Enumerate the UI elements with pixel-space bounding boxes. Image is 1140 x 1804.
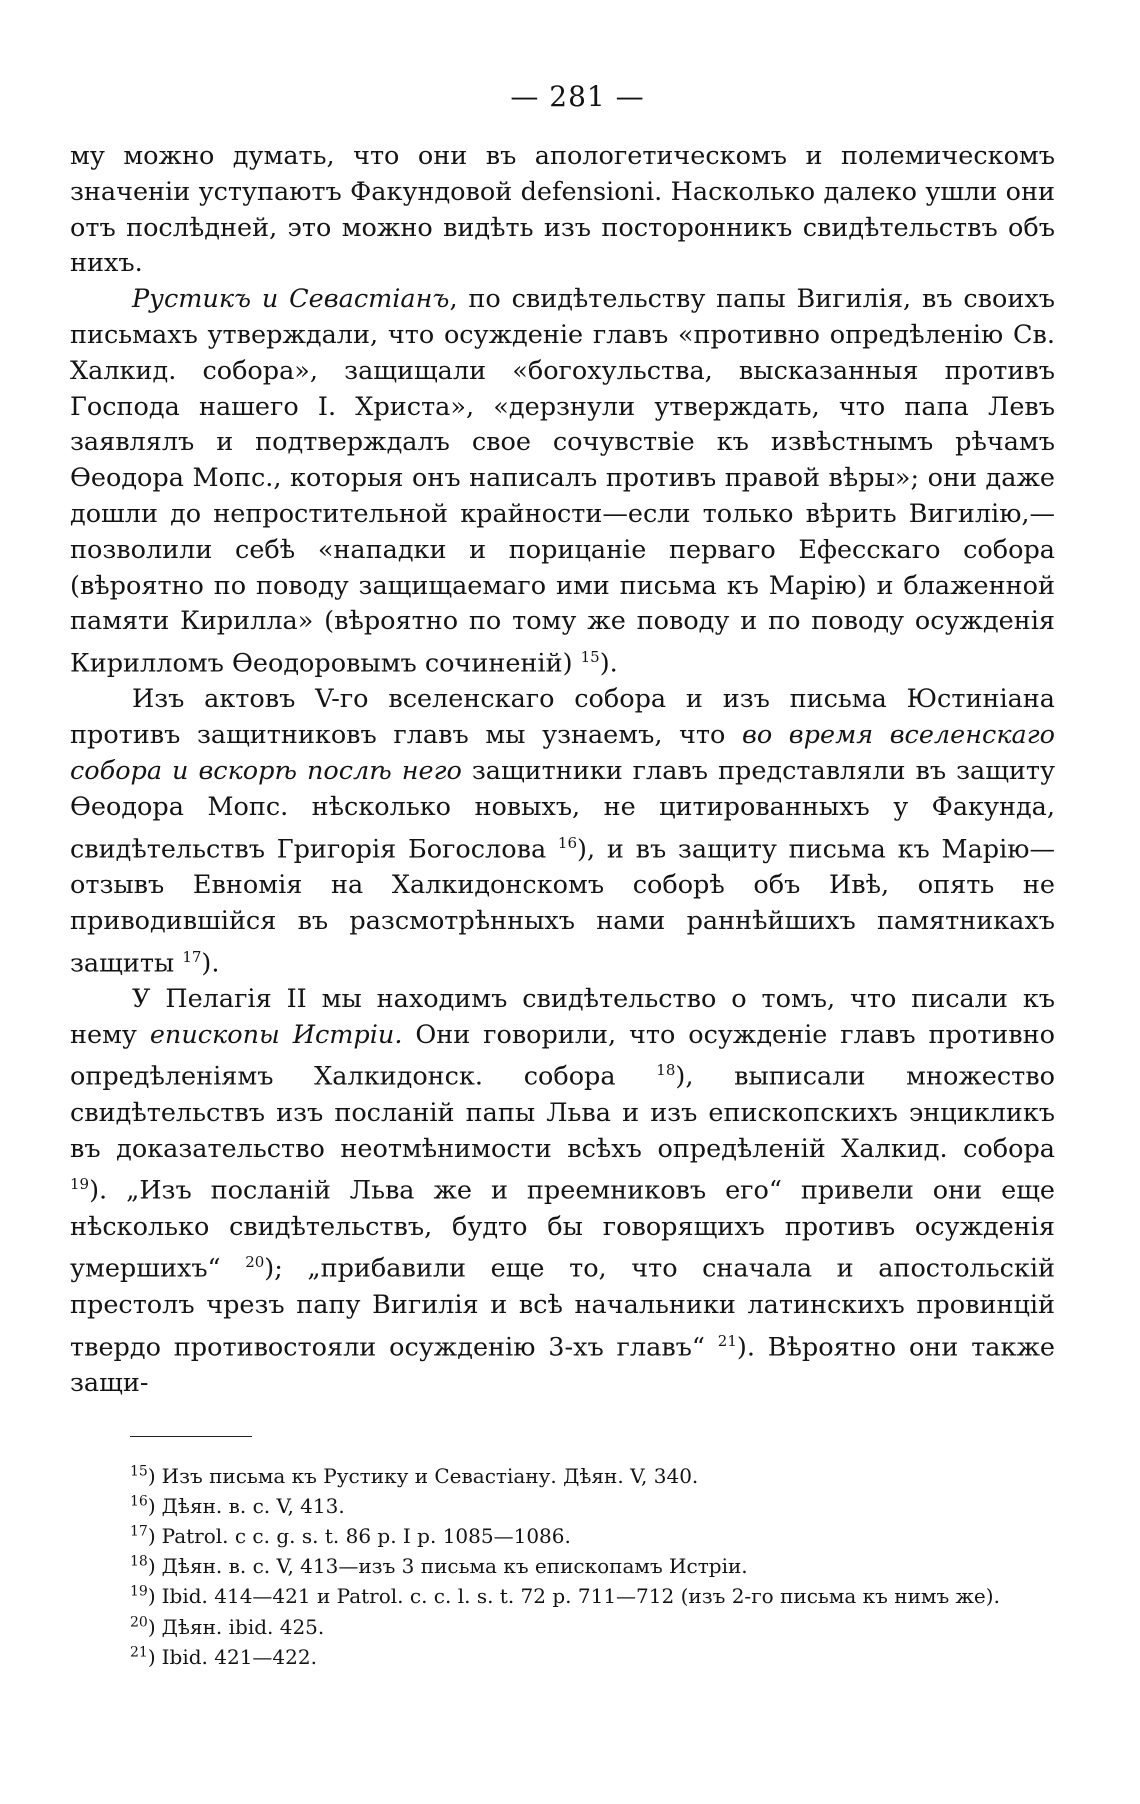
- footnote-mark: 17: [130, 1523, 148, 1540]
- footnote: [130, 1461, 1055, 1491]
- footnote-ref: 17: [182, 947, 202, 966]
- paragraph: [70, 282, 1055, 682]
- text-run: ). „Изъ посланій Льва же и преемниковъ его“ привели они еще нѣсколько свидѣтельствъ, будто бы говорящихъ противъ осужденія умершихъ“: [70, 1175, 1055, 1284]
- italic-phrase: Рустикъ и Севастіанъ: [132, 284, 450, 315]
- text-run: Они говорили, что осужденіе главъ противно опредѣленіямъ Халкидонск. собора: [70, 1019, 1055, 1092]
- footnote-paren: ): [147, 1614, 156, 1639]
- footnote-paren: ): [147, 1584, 156, 1609]
- footnote: [130, 1612, 1055, 1642]
- footnote-mark: 21: [130, 1644, 148, 1661]
- text-run: ), и въ защиту письма къ Марію—отзывъ Евномія на Халкидонскомъ соборѣ объ Ивѣ, опять не приводившійся въ разсмотрѣнныхъ нами раннѣйшихъ памятникахъ защиты: [70, 834, 1055, 979]
- footnote: [130, 1581, 1055, 1611]
- footnote-paren: ): [147, 1463, 156, 1488]
- footnote-mark: 20: [130, 1613, 148, 1630]
- footnote-text: Дѣян. в. с. V, 413.: [161, 1493, 345, 1518]
- body-text: [70, 139, 1055, 1402]
- text-run: ).: [599, 648, 618, 679]
- page-number: — 281 —: [510, 80, 645, 113]
- footnote-paren: ): [147, 1554, 156, 1579]
- footnote-mark: 19: [130, 1583, 148, 1600]
- paragraph: [70, 982, 1055, 1402]
- paragraph: [70, 682, 1055, 981]
- footnote-ref: 21: [717, 1331, 737, 1350]
- footnote-ref: 19: [70, 1175, 90, 1194]
- footnote-mark: 16: [130, 1493, 148, 1510]
- footnote-paren: ): [147, 1493, 156, 1518]
- footnote-ref: 18: [656, 1061, 676, 1080]
- footnote-separator: [130, 1436, 252, 1437]
- italic-phrase: епископы Истріи.: [149, 1019, 403, 1050]
- footnote-text: Изъ письма къ Рустику и Севастіану. Дѣян. V, 340.: [161, 1463, 699, 1488]
- footnote-text: Ibid. 414—421 и Patrol. c. c. l. s. t. 72 p. 711—712 (изъ 2-го письма къ нимъ же).: [161, 1584, 1000, 1609]
- footnote: [130, 1551, 1055, 1581]
- paragraph: [70, 139, 1055, 282]
- text-run: , по свидѣтельству папы Вигилія, въ своихъ письмахъ утверждали, что осужденіе главъ «противно опредѣленію Св. Халкид. собора», защищали «богохульства, высказанныя противъ Господа нашего І. Христа», «дерзнули утверждать, что папа Левъ заявлялъ и подтверждалъ свое сочувствіе къ извѣстнымъ рѣчамъ Ѳеодора Мопс., которыя онъ написалъ противъ правой вѣры»; они даже дошли до непростительной крайности—если только вѣрить Вигилію,—позволили себѣ «нападки и порицаніе перваго Ефесскаго собора (вѣроятно по поводу защищаемаго ими письма къ Марію) и блаженной памяти Кирилла» (вѣроятно по тому же поводу и по поводу осужденія Кирилломъ Ѳеодоровымъ сочиненій): [70, 284, 1055, 679]
- footnote-ref: 15: [580, 648, 600, 667]
- footnotes: [70, 1461, 1055, 1672]
- footnote-text: Дѣян. в. с. V, 413—изъ 3 письма къ епископамъ Истріи.: [161, 1554, 748, 1579]
- text-run: ); „прибавили еще то, что сначала и апостольскій престолъ чрезъ папу Вигилія и всѣ начальники латинскихъ провинцій твердо противостояли осужденію 3-хъ главъ“: [70, 1253, 1055, 1362]
- footnote-mark: 15: [130, 1462, 148, 1479]
- text-run: му можно думать, что они въ апологетическомъ и полемическомъ значеніи уступаютъ Факундовой defensioni. Насколько далеко ушли они отъ послѣдней, это можно видѣть изъ посторонникъ свидѣтельствъ объ нихъ.: [70, 141, 1055, 279]
- footnote: [130, 1491, 1055, 1521]
- text-run: У Пелагія II мы находимъ свидѣтельство о томъ, что писали къ нему: [70, 983, 1055, 1050]
- italic-phrase: во время вселенскаго собора и вскорѣ послѣ него: [70, 720, 1055, 787]
- footnote-paren: ): [147, 1524, 156, 1548]
- text-run: ), выписали множество свидѣтельствъ изъ посланій папы Льва и изъ епископскихъ энцикликъ въ доказательство неотмѣнимости всѣхъ опредѣленій Халкид. собора: [70, 1061, 1055, 1164]
- text-run: защитники главъ представляли въ защиту Ѳеодора Мопс. нѣсколько новыхъ, не цитированныхъ у Факунда, свидѣтельствъ Григорія Богослова: [70, 756, 1056, 865]
- footnote-paren: ): [147, 1644, 156, 1669]
- footnote-text: Ibid. 421—422.: [161, 1644, 317, 1669]
- text-run: Изъ актовъ V-го вселенскаго собора и изъ письма Юстиніана противъ защитниковъ главъ мы узнаемъ, что: [70, 684, 1055, 751]
- text-run: ).: [201, 948, 220, 979]
- footnote-ref: 20: [245, 1253, 265, 1272]
- text-run: ). Вѣроятно они также защи-: [70, 1332, 1055, 1398]
- footnote: [130, 1521, 1055, 1551]
- footnote-mark: 18: [130, 1553, 148, 1570]
- footnote: [130, 1642, 1055, 1672]
- footnote-text: Дѣян. ibid. 425.: [161, 1614, 325, 1639]
- footnote-text: Patrol. c c. g. s. t. 86 p. I p. 1085—1086.: [161, 1524, 571, 1548]
- footnote-ref: 16: [557, 833, 578, 852]
